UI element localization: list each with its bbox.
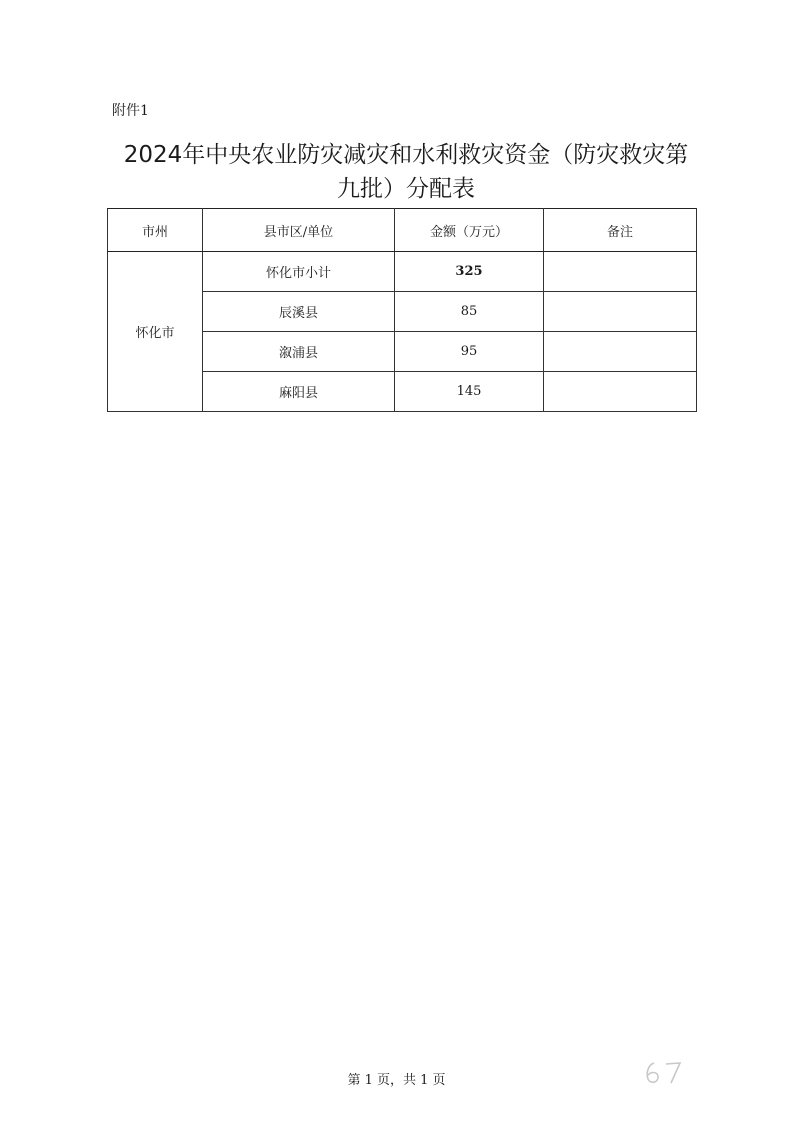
note-cell [544,372,697,412]
table-row [108,252,697,292]
header-amount: 金额（万元） [395,209,544,252]
note-cell [544,332,697,372]
document-title [96,138,716,206]
note-cell [544,292,697,332]
attachment-label: 附件1 [112,103,149,119]
amount-cell: 85 [395,292,544,332]
amount-cell: 145 [395,372,544,412]
unit-cell: 麻阳县 [203,372,395,412]
title-line-2: 九批）分配表 [337,176,475,202]
header-note: 备注 [544,209,697,252]
amount-cell: 325 [395,252,544,292]
page-footer: 第 1 页，共 1 页 [347,1073,446,1088]
city-cell: 怀化市 [108,252,203,412]
note-cell [544,252,697,292]
unit-cell: 溆浦县 [203,332,395,372]
amount-cell: 95 [395,332,544,372]
unit-cell: 辰溪县 [203,292,395,332]
table-header-row [108,209,697,252]
unit-cell: 怀化市小计 [203,252,395,292]
header-city: 市州 [108,209,203,252]
header-unit: 县市区/单位 [203,209,395,252]
handwritten-page-number [640,1057,690,1087]
title-line-1: 2024年中央农业防灾减灾和水利救灾资金（防灾救灾第 [123,142,689,168]
allocation-table [107,208,697,412]
